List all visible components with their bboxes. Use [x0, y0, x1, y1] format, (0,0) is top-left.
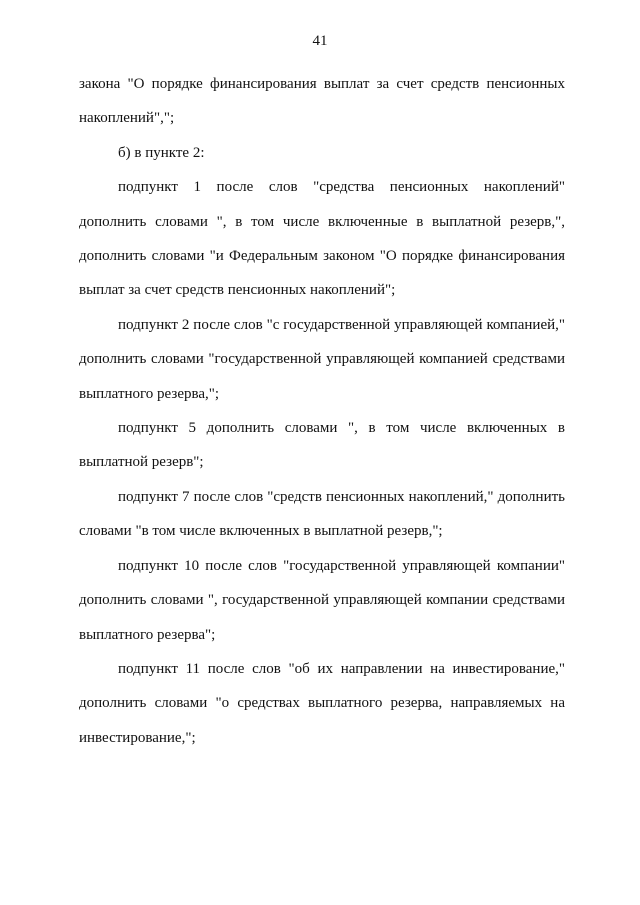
page-number: 41: [312, 33, 328, 49]
paragraph-subitem-11: подпункт 11 после слов "об их направлении на инвестирование," дополнить словами "о средствах выплатного резерва, направляемых на инвестирование,";: [79, 660, 565, 746]
paragraph-subitem-1: подпункт 1 после слов "средства пенсионных накоплений" дополнить словами ", в том числе включенные в выплатной резерв,", дополнить словами "и Федеральным законом "О порядке финансирования выплат за счет средств пенсионных накоплений";: [79, 179, 565, 299]
paragraph-item-b: б) в пункте 2:: [118, 144, 205, 161]
paragraph-subitem-5: подпункт 5 дополнить словами ", в том числе включенных в выплатной резерв";: [79, 420, 565, 471]
paragraph-subitem-10: подпункт 10 после слов "государственной управляющей компании" дополнить словами ", государственной управляющей компании средствами выплатного резерва";: [79, 557, 565, 643]
paragraph-continuation: закона "О порядке финансирования выплат за счет средств пенсионных накоплений",";: [79, 76, 565, 127]
document-body: [79, 67, 565, 755]
paragraph-subitem-7: подпункт 7 после слов "средств пенсионных накоплений," дополнить словами "в том числе включенных в выплатной резерв,";: [79, 488, 565, 540]
paragraph-subitem-2: подпункт 2 после слов "с государственной управляющей компанией," дополнить словами "государственной управляющей компанией средствами выплатного резерва,";: [79, 316, 565, 402]
